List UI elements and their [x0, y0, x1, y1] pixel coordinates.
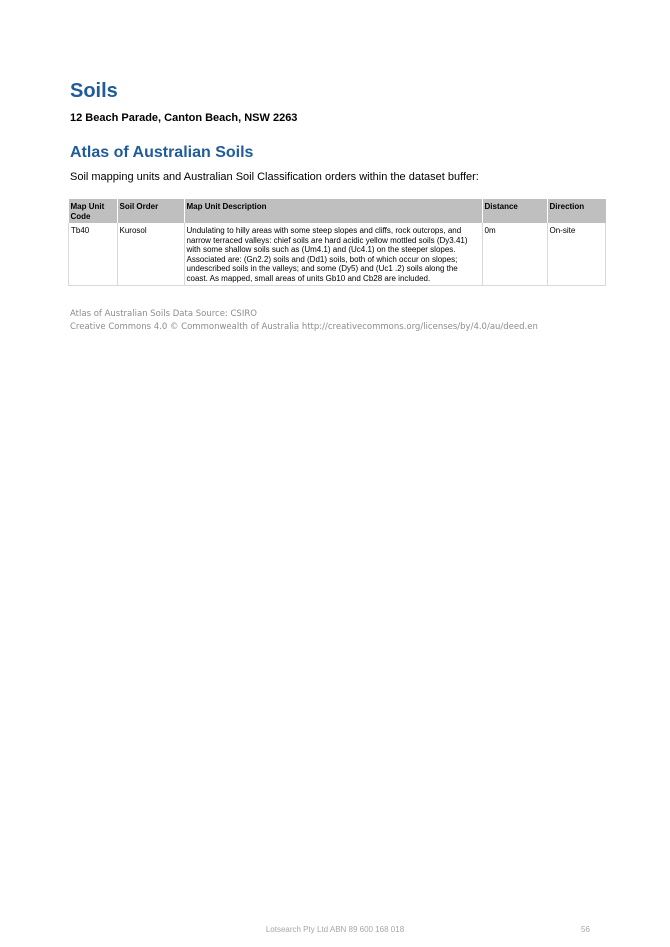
header-direction: Direction [547, 199, 606, 223]
section-title: Atlas of Australian Soils [70, 144, 254, 161]
cell-map-unit-code: Tb40 [69, 223, 118, 286]
page-number: 56 [581, 925, 590, 934]
table-header-row [69, 199, 606, 223]
license-line: Creative Commons 4.0 © Commonwealth of Australia http://creativecommons.org/licenses/by/4.0/au/deed.en [70, 322, 538, 332]
table-row [69, 223, 606, 286]
cell-direction: On-site [547, 223, 606, 286]
footer-company: Lotsearch Pty Ltd ABN 89 600 168 018 [265, 925, 405, 934]
header-map-unit-code: Map Unit Code [69, 199, 118, 223]
cell-distance: 0m [482, 223, 547, 286]
page-title: Soils [70, 80, 118, 102]
header-distance: Distance [482, 199, 547, 223]
cell-map-unit-description: Undulating to hilly areas with some steep slopes and cliffs, rock outcrops, and narrow terraced valleys: chief soils are hard acidic yellow mottled soils (Dy3.41) with some shallow soils such as (Um4.1) and (Uc4.1) on the steeper slopes. Associated are: (Gn2.2) soils and (Dd1) soils, both of which occur on slopes; undescribed soils in the valleys; and some (Dy5) and (Uc1 .2) soils along the coast. As mapped, small areas of units Gb10 and Cb28 are included. [184, 223, 482, 286]
data-source-line: Atlas of Australian Soils Data Source: CSIRO [70, 309, 257, 319]
site-address: 12 Beach Parade, Canton Beach, NSW 2263 [70, 112, 298, 124]
data-source-note [70, 308, 538, 334]
header-map-unit-description: Map Unit Description [184, 199, 482, 223]
soils-table [68, 199, 606, 286]
cell-soil-order: Kurosol [117, 223, 184, 286]
header-soil-order: Soil Order [117, 199, 184, 223]
section-intro: Soil mapping units and Australian Soil Classification orders within the dataset buffer: [70, 171, 479, 183]
